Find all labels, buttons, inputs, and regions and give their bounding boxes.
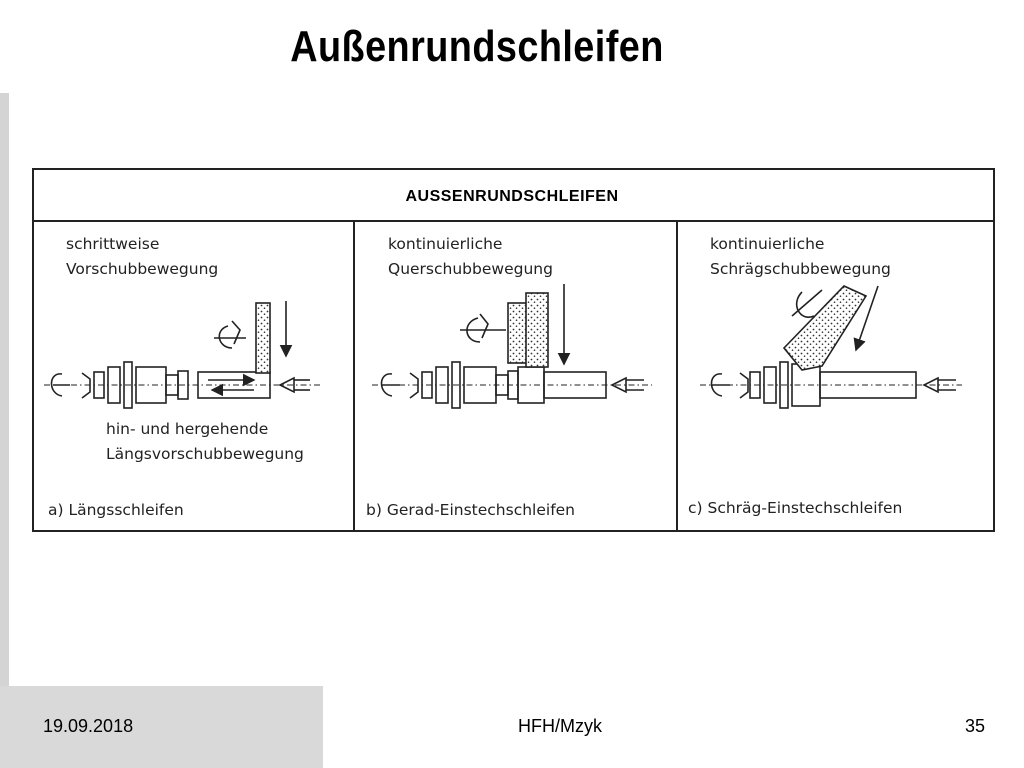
grinding-wheel-a — [256, 303, 270, 373]
panel-a-label-bottom-1: hin- und hergehende — [106, 420, 269, 438]
panel-a-caption: a) Längsschleifen — [48, 501, 184, 519]
panel-a-label-top-2: Vorschubbewegung — [66, 260, 219, 278]
grinding-wheel-b — [526, 293, 548, 367]
panel-a-label-bottom-2: Längsvorschubbewegung — [106, 445, 304, 463]
figure-svg — [32, 166, 996, 534]
footer-author: HFH/Mzyk — [518, 716, 602, 736]
footer-page-number: 35 — [965, 716, 986, 736]
figure-header: AUSSENRUNDSCHLEIFEN — [405, 188, 619, 205]
grinding-figure — [32, 166, 996, 534]
panel-c-label-top-1: kontinuierliche — [710, 235, 825, 253]
slide-title: Außenrundschleifen — [290, 22, 664, 71]
panel-c-label-top-2: Schrägschubbewegung — [710, 260, 891, 278]
panel-b-caption: b) Gerad-Einstechschleifen — [366, 501, 576, 519]
panel-a-label-top-1: schrittweise — [66, 235, 160, 253]
footer-date: 19.09.2018 — [43, 716, 134, 736]
panel-b-label-top-1: kontinuierliche — [388, 235, 503, 253]
panel-c-caption: c) Schräg-Einstechschleifen — [688, 499, 903, 517]
left-accent-bar — [0, 93, 9, 686]
panel-b-label-top-2: Querschubbewegung — [388, 260, 553, 278]
